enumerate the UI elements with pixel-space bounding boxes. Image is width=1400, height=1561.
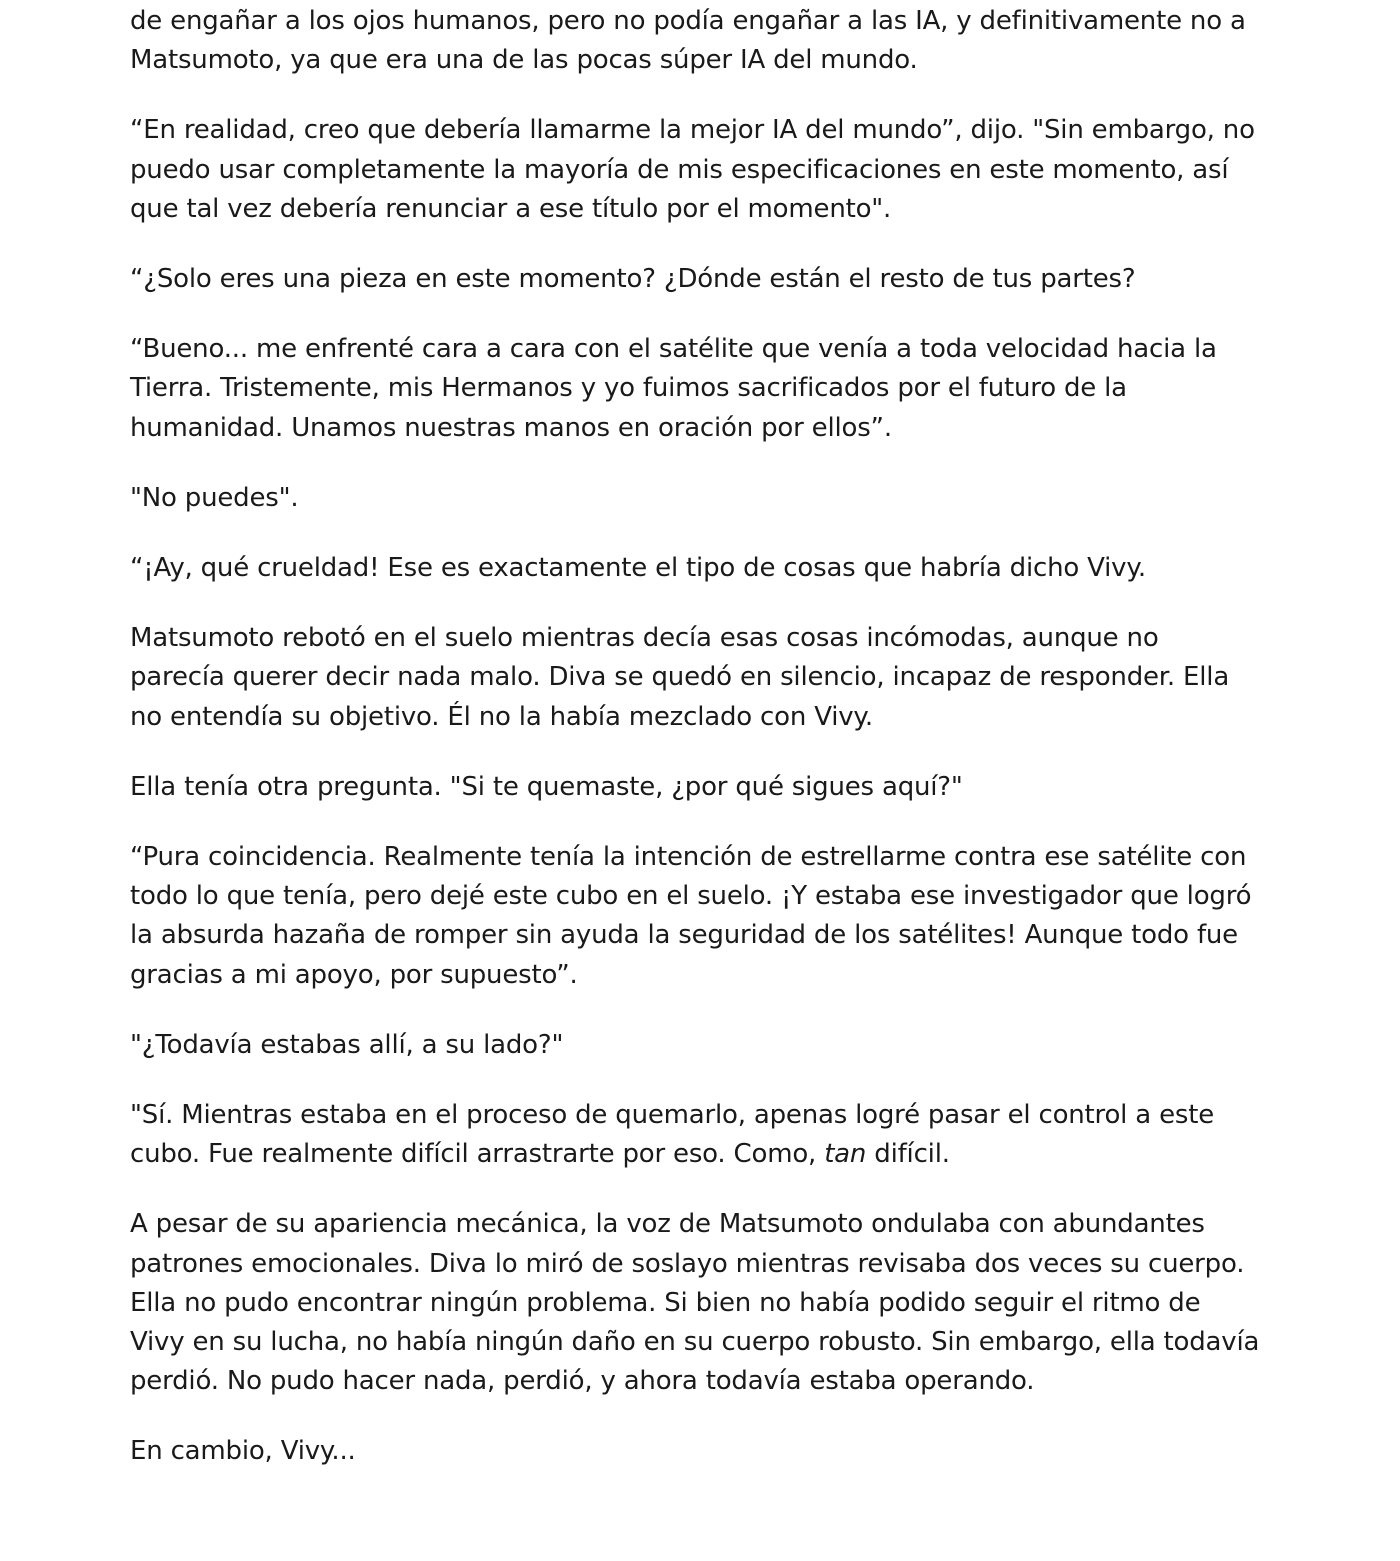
text-line bbox=[130, 2, 1280, 41]
text-segment: humanidad. Unamos nuestras manos en oración por ellos”. bbox=[130, 412, 892, 443]
text-segment: "¿Todavía estabas allí, a su lado?" bbox=[130, 1029, 564, 1060]
document-page bbox=[130, 0, 1280, 1503]
paragraph bbox=[130, 1096, 1280, 1174]
text-segment: la absurda hazaña de romper sin ayuda la seguridad de los satélites! Aunque todo fue bbox=[130, 920, 1238, 951]
text-segment: “En realidad, creo que debería llamarme la mejor IA del mundo”, dijo. "Sin embargo, no bbox=[130, 115, 1255, 146]
text-line bbox=[130, 1245, 1280, 1284]
text-line bbox=[130, 1323, 1280, 1362]
text-line bbox=[130, 330, 1280, 369]
text-segment: que tal vez debería renunciar a ese título por el momento". bbox=[130, 193, 892, 224]
paragraph bbox=[130, 260, 1280, 299]
text-line bbox=[130, 1362, 1280, 1401]
text-line bbox=[130, 1135, 1280, 1174]
text-line bbox=[130, 1284, 1280, 1323]
paragraph bbox=[130, 1432, 1280, 1471]
text-segment: "No puedes". bbox=[130, 482, 299, 513]
paragraph bbox=[130, 111, 1280, 229]
paragraph bbox=[130, 2, 1280, 80]
text-line bbox=[130, 877, 1280, 916]
text-segment: gracias a mi apoyo, por supuesto”. bbox=[130, 959, 578, 990]
text-segment: Ella no pudo encontrar ningún problema. Si bien no había podido seguir el ritmo de bbox=[130, 1287, 1201, 1318]
text-segment: “¡Ay, qué crueldad! Ese es exactamente el tipo de cosas que habría dicho Vivy. bbox=[130, 553, 1146, 584]
text-segment: puedo usar completamente la mayoría de mis especificaciones en este momento, así bbox=[130, 154, 1229, 185]
text-line bbox=[130, 956, 1280, 995]
text-segment: de engañar a los ojos humanos, pero no podía engañar a las IA, y definitivamente no a bbox=[130, 6, 1246, 36]
text-segment: Tierra. Tristemente, mis Hermanos y yo fuimos sacrificados por el futuro de la bbox=[130, 373, 1127, 404]
paragraph bbox=[130, 1026, 1280, 1065]
text-segment: Ella tenía otra pregunta. "Si te quemaste, ¿por qué sigues aquí?" bbox=[130, 771, 963, 802]
text-segment: cubo. Fue realmente difícil arrastrarte por eso. Como, bbox=[130, 1139, 825, 1170]
text-segment: "Sí. Mientras estaba en el proceso de quemarlo, apenas logré pasar el control a este bbox=[130, 1100, 1214, 1131]
text-line bbox=[130, 768, 1280, 807]
text-line bbox=[130, 1432, 1280, 1471]
text-line bbox=[130, 190, 1280, 229]
text-segment: todo lo que tenía, pero dejé este cubo en el suelo. ¡Y estaba ese investigador que logró bbox=[130, 881, 1252, 912]
text-line bbox=[130, 260, 1280, 299]
emphasized-text: tan bbox=[824, 1139, 867, 1170]
text-segment: Matsumoto rebotó en el suelo mientras decía esas cosas incómodas, aunque no bbox=[130, 623, 1159, 654]
text-segment: patrones emocionales. Diva lo miró de soslayo mientras revisaba dos veces su cuerpo. bbox=[130, 1248, 1245, 1279]
text-segment: A pesar de su apariencia mecánica, la voz de Matsumoto ondulaba con abundantes bbox=[130, 1209, 1205, 1240]
paragraph bbox=[130, 619, 1280, 737]
text-segment: Matsumoto, ya que era una de las pocas súper IA del mundo. bbox=[130, 45, 918, 76]
text-line bbox=[130, 151, 1280, 190]
text-line bbox=[130, 619, 1280, 658]
text-line bbox=[130, 658, 1280, 697]
text-line bbox=[130, 1096, 1280, 1135]
text-segment: “Bueno... me enfrenté cara a cara con el satélite que venía a toda velocidad hacia la bbox=[130, 334, 1217, 365]
text-segment: “¿Solo eres una pieza en este momento? ¿Dónde están el resto de tus partes? bbox=[130, 264, 1136, 295]
paragraph bbox=[130, 479, 1280, 518]
text-segment: Vivy en su lucha, no había ningún daño en su cuerpo robusto. Sin embargo, ella todavía bbox=[130, 1327, 1260, 1358]
text-line bbox=[130, 698, 1280, 737]
text-segment: perdió. No pudo hacer nada, perdió, y ahora todavía estaba operando. bbox=[130, 1366, 1035, 1397]
text-line bbox=[130, 549, 1280, 588]
paragraph bbox=[130, 330, 1280, 448]
text-line bbox=[130, 369, 1280, 408]
paragraph bbox=[130, 549, 1280, 588]
text-line bbox=[130, 916, 1280, 955]
text-line bbox=[130, 1026, 1280, 1065]
text-line bbox=[130, 111, 1280, 150]
text-segment: “Pura coincidencia. Realmente tenía la intención de estrellarme contra ese satélite con bbox=[130, 842, 1247, 873]
text-segment: no entendía su objetivo. Él no la había mezclado con Vivy. bbox=[130, 701, 873, 732]
text-line bbox=[130, 1205, 1280, 1244]
paragraph bbox=[130, 1205, 1280, 1401]
text-line bbox=[130, 838, 1280, 877]
paragraph bbox=[130, 768, 1280, 807]
text-line bbox=[130, 409, 1280, 448]
text-segment: En cambio, Vivy... bbox=[130, 1436, 356, 1467]
text-segment: parecía querer decir nada malo. Diva se quedó en silencio, incapaz de responder. Ella bbox=[130, 662, 1230, 693]
paragraph bbox=[130, 838, 1280, 995]
text-line bbox=[130, 479, 1280, 518]
text-line bbox=[130, 41, 1280, 80]
text-segment: difícil. bbox=[866, 1139, 950, 1170]
